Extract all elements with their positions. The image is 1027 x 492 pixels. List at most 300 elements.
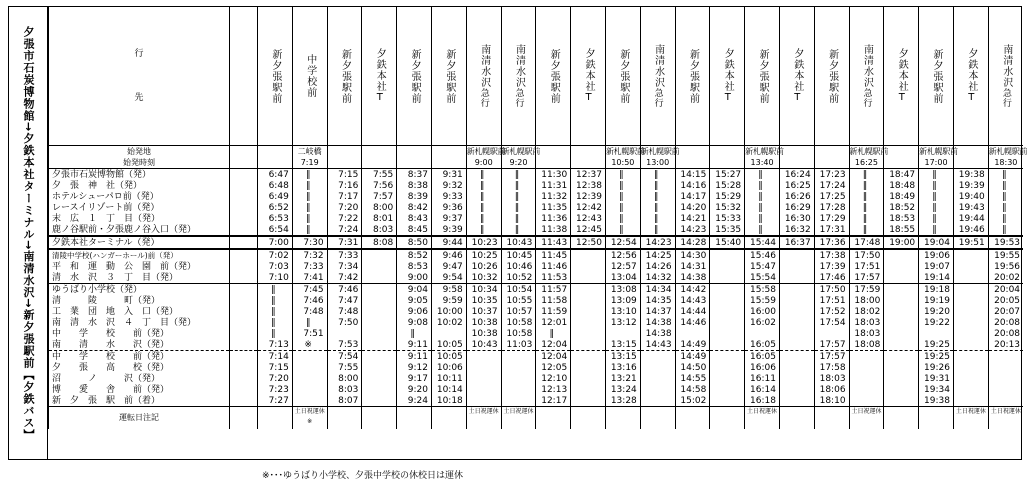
- origin-row: [49, 146, 1024, 158]
- time-cell: 14:28: [675, 236, 710, 249]
- time-cell: [779, 373, 814, 384]
- origin-time-cell: [953, 157, 988, 169]
- time-cell: 11:57: [536, 284, 571, 296]
- destination-label: 夕鉄本社T: [374, 48, 386, 104]
- time-cell: 16:32: [779, 224, 814, 236]
- time-cell: 17:54: [814, 317, 849, 328]
- time-cell: [640, 384, 675, 395]
- time-cell: 18:49: [884, 191, 919, 202]
- time-cell: [571, 339, 606, 351]
- time-cell: 16:37: [779, 236, 814, 249]
- time-cell: 7:16: [327, 180, 362, 191]
- time-cell: 14:38: [640, 328, 675, 339]
- time-cell: 7:32: [292, 249, 327, 261]
- time-cell: 16:14: [745, 384, 780, 395]
- time-cell: 19:06: [919, 249, 954, 261]
- destination-label: 新夕張駅前: [339, 48, 351, 104]
- blank-column: [230, 373, 258, 384]
- time-cell: ‖: [466, 202, 501, 213]
- time-cell: ‖: [605, 202, 640, 213]
- time-cell: 19:56: [988, 261, 1023, 272]
- time-cell: 20:04: [988, 284, 1023, 296]
- time-cell: 14:46: [675, 317, 710, 328]
- time-cell: 18:47: [884, 169, 919, 181]
- time-cell: [884, 261, 919, 272]
- time-cell: 13:15: [605, 339, 640, 351]
- time-cell: 18:08: [849, 339, 884, 351]
- time-cell: 17:51: [814, 295, 849, 306]
- time-cell: ‖: [640, 224, 675, 236]
- time-cell: ‖: [501, 180, 536, 191]
- time-cell: 14:16: [675, 180, 710, 191]
- stop-row: [49, 261, 1024, 272]
- time-cell: 18:03: [849, 328, 884, 339]
- time-cell: [779, 317, 814, 328]
- time-cell: ‖: [605, 224, 640, 236]
- time-cell: [849, 351, 884, 363]
- origin-cell: [362, 146, 397, 158]
- origin-cell: [884, 146, 919, 158]
- column-destination-10: [605, 7, 640, 146]
- destination-label: 夕鉄本社T: [965, 48, 977, 104]
- express-mark: 急行: [861, 88, 872, 108]
- time-cell: 9:37: [431, 213, 466, 224]
- time-cell: 15:33: [710, 213, 745, 224]
- column-destination-2: [327, 7, 362, 146]
- time-cell: 19:14: [919, 272, 954, 284]
- time-cell: 14:43: [640, 339, 675, 351]
- time-cell: 7:00: [258, 236, 293, 249]
- time-cell: 14:21: [675, 213, 710, 224]
- stop-name: 中 学 校 前（発）: [49, 328, 230, 339]
- time-cell: 20:13: [988, 339, 1023, 351]
- blank-column: [230, 295, 258, 306]
- blank-column: [230, 328, 258, 339]
- time-cell: [501, 362, 536, 373]
- note-cell: [884, 407, 919, 430]
- origin-cell: 新札幌駅前: [745, 146, 784, 156]
- time-cell: 10:32: [466, 272, 501, 284]
- time-cell: 7:45: [292, 284, 327, 296]
- time-cell: 14:15: [675, 169, 710, 181]
- time-cell: [640, 373, 675, 384]
- time-cell: 7:13: [258, 339, 293, 351]
- origin-time-cell: [362, 157, 397, 169]
- time-cell: 13:09: [605, 295, 640, 306]
- time-cell: ‖: [292, 317, 327, 328]
- blank-column: [230, 157, 258, 169]
- time-cell: 17:23: [814, 169, 849, 181]
- time-cell: ‖: [849, 169, 884, 181]
- time-cell: [362, 351, 397, 363]
- column-destination-5: [431, 7, 466, 146]
- destination-label: 夕鉄本社T: [583, 48, 595, 104]
- time-cell: 16:05: [745, 351, 780, 363]
- time-cell: 7:54: [327, 351, 362, 363]
- time-cell: 7:33: [292, 261, 327, 272]
- timetable: [8, 6, 1027, 460]
- time-cell: 20:07: [988, 306, 1023, 317]
- time-cell: 18:03: [814, 373, 849, 384]
- time-cell: 7:46: [292, 295, 327, 306]
- time-cell: 7:20: [258, 373, 293, 384]
- time-cell: 7:22: [327, 213, 362, 224]
- stop-row: [49, 328, 1024, 339]
- time-cell: 16:18: [745, 395, 780, 407]
- time-cell: 8:43: [397, 213, 432, 224]
- time-cell: [953, 261, 988, 272]
- time-cell: 14:26: [640, 261, 675, 272]
- time-cell: 20:08: [988, 317, 1023, 328]
- time-cell: ‖: [501, 224, 536, 236]
- time-cell: [779, 306, 814, 317]
- stop-row: [49, 180, 1024, 191]
- origin-label: 始発地: [49, 146, 230, 158]
- blank-column: [230, 339, 258, 351]
- column-destination-16: [814, 7, 849, 146]
- time-cell: [779, 395, 814, 407]
- time-cell: [710, 373, 745, 384]
- time-cell: 7:46: [327, 284, 362, 296]
- column-destination-8: [536, 7, 571, 146]
- destination-label: 夕鉄本社T: [722, 48, 734, 104]
- time-cell: ‖: [292, 169, 327, 181]
- time-cell: 14:32: [640, 272, 675, 284]
- destination-label: 夕鉄本社T: [896, 48, 908, 104]
- blank-column: [230, 395, 258, 407]
- stop-row: [49, 373, 1024, 384]
- time-cell: 9:17: [397, 373, 432, 384]
- time-cell: 7:02: [258, 249, 293, 261]
- time-cell: 19:04: [919, 236, 954, 249]
- time-cell: 19:43: [953, 202, 988, 213]
- time-cell: 11:31: [536, 180, 571, 191]
- time-cell: 15:58: [745, 284, 780, 296]
- time-cell: [571, 261, 606, 272]
- time-cell: 17:52: [814, 306, 849, 317]
- column-destination-12: [675, 7, 710, 146]
- time-cell: 8:45: [397, 224, 432, 236]
- time-cell: [814, 328, 849, 339]
- time-cell: 19:07: [919, 261, 954, 272]
- time-cell: 10:05: [431, 339, 466, 351]
- column-destination-1: [292, 7, 327, 146]
- time-cell: [362, 317, 397, 328]
- column-destination-18: [884, 7, 919, 146]
- time-cell: ‖: [849, 191, 884, 202]
- time-cell: [362, 295, 397, 306]
- time-cell: [779, 261, 814, 272]
- time-cell: ‖: [501, 191, 536, 202]
- blank-column: [230, 169, 258, 181]
- origin-time-row: [49, 157, 1024, 169]
- time-cell: 14:42: [675, 284, 710, 296]
- blank-column: [230, 7, 258, 146]
- time-cell: [362, 395, 397, 407]
- time-cell: 15:46: [745, 249, 780, 261]
- time-cell: 13:28: [605, 395, 640, 407]
- time-cell: [362, 373, 397, 384]
- time-cell: 10:46: [501, 261, 536, 272]
- origin-time-cell: 13:40: [745, 157, 780, 169]
- origin-cell: [571, 146, 606, 158]
- origin-time-cell: 16:25: [849, 157, 884, 169]
- time-cell: 9:46: [431, 249, 466, 261]
- time-cell: ‖: [988, 180, 1023, 191]
- time-cell: 10:26: [466, 261, 501, 272]
- time-cell: [953, 272, 988, 284]
- time-cell: [953, 328, 988, 339]
- stop-row: [49, 272, 1024, 284]
- time-cell: 7:34: [327, 261, 362, 272]
- time-cell: 14:30: [675, 249, 710, 261]
- time-cell: 17:51: [849, 261, 884, 272]
- origin-cell: 新札幌駅前: [501, 146, 541, 156]
- time-cell: 9:11: [397, 339, 432, 351]
- time-cell: 7:03: [258, 261, 293, 272]
- time-cell: ‖: [605, 191, 640, 202]
- time-cell: [466, 384, 501, 395]
- time-cell: ‖: [536, 328, 571, 339]
- origin-cell: [431, 146, 466, 158]
- time-cell: 6:48: [258, 180, 293, 191]
- footnote: ※･･･ゆうばり小学校、夕張中学校の休校日は運休: [262, 471, 464, 481]
- origin-cell: [258, 146, 293, 158]
- origin-time-cell: [397, 157, 432, 169]
- time-cell: 11:32: [536, 191, 571, 202]
- time-cell: [884, 351, 919, 363]
- time-cell: 10:25: [466, 249, 501, 261]
- time-cell: [953, 295, 988, 306]
- time-cell: [710, 249, 745, 261]
- time-cell: ‖: [397, 328, 432, 339]
- time-cell: [571, 295, 606, 306]
- origin-time-cell: [536, 157, 571, 169]
- time-cell: [988, 395, 1023, 407]
- time-cell: ‖: [501, 202, 536, 213]
- time-cell: 7:10: [258, 272, 293, 284]
- time-cell: [919, 328, 954, 339]
- stop-name: 南 清 水 沢 ４ 丁 目（発）: [49, 317, 230, 328]
- time-cell: 20:05: [988, 295, 1023, 306]
- time-cell: 14:38: [675, 272, 710, 284]
- time-cell: 19:25: [919, 351, 954, 363]
- time-cell: [640, 362, 675, 373]
- time-cell: ‖: [849, 213, 884, 224]
- time-cell: ‖: [849, 180, 884, 191]
- origin-cell: 新札幌駅前: [849, 146, 889, 156]
- time-cell: [988, 384, 1023, 395]
- time-cell: 13:24: [605, 384, 640, 395]
- time-cell: 18:03: [849, 317, 884, 328]
- time-cell: 13:04: [605, 272, 640, 284]
- origin-cell: 新札幌駅前: [466, 146, 506, 156]
- time-cell: 14:23: [675, 224, 710, 236]
- note-cell: [675, 407, 710, 430]
- time-cell: [884, 328, 919, 339]
- time-cell: 8:01: [362, 213, 397, 224]
- time-cell: 11:43: [536, 236, 571, 249]
- origin-cell: 二岐橋: [292, 146, 327, 158]
- time-cell: 10:58: [501, 317, 536, 328]
- time-cell: 19:31: [919, 373, 954, 384]
- time-cell: 16:05: [745, 339, 780, 351]
- time-cell: [779, 362, 814, 373]
- time-cell: 19:39: [953, 180, 988, 191]
- time-cell: 14:20: [675, 202, 710, 213]
- time-cell: 12:56: [605, 249, 640, 261]
- time-cell: 10:35: [466, 295, 501, 306]
- blank-column: [230, 407, 258, 430]
- stop-row: [49, 351, 1024, 363]
- note-cell: [710, 407, 745, 430]
- express-mark: 急行: [1000, 88, 1011, 108]
- time-cell: ‖: [292, 180, 327, 191]
- time-cell: 13:15: [605, 351, 640, 363]
- origin-time-cell: [258, 157, 293, 169]
- time-cell: 17:50: [849, 249, 884, 261]
- time-cell: [362, 249, 397, 261]
- stop-name: 中 学 校 前（発）: [49, 351, 230, 363]
- time-cell: 13:21: [605, 373, 640, 384]
- column-destination-20: [953, 7, 988, 146]
- destination-label: 南清水沢: [513, 44, 525, 88]
- stop-name: 清 陵 町（発）: [49, 295, 230, 306]
- stop-name: 末 広 １ 丁 目（発）: [49, 213, 230, 224]
- column-destination-3: [362, 7, 397, 146]
- origin-cell: 新札幌駅前: [640, 146, 680, 156]
- time-cell: 9:04: [397, 284, 432, 296]
- time-cell: [953, 317, 988, 328]
- time-cell: [884, 249, 919, 261]
- time-cell: 16:24: [779, 169, 814, 181]
- time-cell: 8:38: [397, 180, 432, 191]
- time-cell: 9:06: [397, 306, 432, 317]
- time-cell: ‖: [745, 169, 780, 181]
- time-cell: 18:00: [849, 295, 884, 306]
- time-cell: ‖: [258, 295, 293, 306]
- stop-name: 南 清 水 沢（発）: [49, 339, 230, 351]
- stop-row: [49, 306, 1024, 317]
- time-cell: ‖: [919, 169, 954, 181]
- blank-column: [230, 249, 258, 261]
- time-cell: ‖: [849, 224, 884, 236]
- time-cell: 12:39: [571, 191, 606, 202]
- express-mark: 急行: [652, 88, 663, 108]
- time-cell: [953, 351, 988, 363]
- note-cell: 土日祝運休: [466, 407, 501, 430]
- time-cell: 16:29: [779, 202, 814, 213]
- time-cell: 8:42: [397, 202, 432, 213]
- time-cell: 7:55: [327, 362, 362, 373]
- origin-time-cell: 7:19: [292, 157, 327, 169]
- blank-column: [230, 362, 258, 373]
- time-cell: 17:36: [814, 236, 849, 249]
- time-cell: 18:06: [814, 384, 849, 395]
- stop-row: [49, 249, 1024, 261]
- time-cell: 12:01: [536, 317, 571, 328]
- time-cell: 8:00: [362, 202, 397, 213]
- destination-label: 南清水沢: [478, 44, 490, 88]
- time-cell: 14:49: [675, 351, 710, 363]
- time-cell: 18:52: [884, 202, 919, 213]
- time-cell: 15:27: [710, 169, 745, 181]
- time-cell: 11:46: [536, 261, 571, 272]
- time-cell: [779, 272, 814, 284]
- time-cell: 17:57: [814, 339, 849, 351]
- time-cell: ‖: [640, 191, 675, 202]
- destination-label: 南清水沢: [652, 44, 664, 88]
- time-cell: 7:48: [292, 306, 327, 317]
- time-cell: [953, 373, 988, 384]
- time-cell: 19:38: [953, 169, 988, 181]
- origin-time-cell: 18:30: [988, 157, 1023, 169]
- destination-label: 新夕張駅前: [548, 48, 560, 104]
- time-cell: 19:25: [919, 339, 954, 351]
- time-cell: 6:49: [258, 191, 293, 202]
- time-cell: ‖: [745, 191, 780, 202]
- note-cell: [779, 407, 814, 430]
- time-cell: 7:15: [327, 169, 362, 181]
- notes-label: 運転日注記: [49, 407, 230, 430]
- time-cell: [571, 249, 606, 261]
- note-cell: [640, 407, 675, 430]
- blank-column: [230, 236, 258, 249]
- time-cell: 14:17: [675, 191, 710, 202]
- time-cell: 8:37: [397, 169, 432, 181]
- time-cell: 19:55: [988, 249, 1023, 261]
- stop-row: [49, 284, 1024, 296]
- time-cell: 17:58: [814, 362, 849, 373]
- time-cell: 9:24: [397, 395, 432, 407]
- time-cell: 7:23: [258, 384, 293, 395]
- time-cell: 15:54: [745, 272, 780, 284]
- time-cell: ‖: [605, 180, 640, 191]
- time-cell: [710, 295, 745, 306]
- time-cell: ‖: [919, 213, 954, 224]
- note-cell: [814, 407, 849, 430]
- time-cell: 19:44: [953, 213, 988, 224]
- time-cell: 14:50: [675, 362, 710, 373]
- time-cell: [710, 328, 745, 339]
- time-cell: 17:39: [814, 261, 849, 272]
- time-cell: 7:57: [362, 191, 397, 202]
- time-cell: ‖: [466, 191, 501, 202]
- time-cell: 19:20: [919, 306, 954, 317]
- destination-label: 南清水沢: [1000, 44, 1012, 88]
- time-cell: 17:46: [814, 272, 849, 284]
- origin-time-cell: 9:00: [466, 157, 501, 169]
- notes-row: [49, 407, 1024, 430]
- time-cell: 14:37: [640, 306, 675, 317]
- column-destination-13: [710, 7, 745, 146]
- time-cell: [779, 328, 814, 339]
- time-cell: [571, 272, 606, 284]
- time-cell: 8:03: [362, 224, 397, 236]
- origin-cell: [814, 146, 849, 158]
- origin-time-cell: 13:00: [640, 157, 675, 169]
- time-cell: [779, 384, 814, 395]
- time-cell: 11:35: [536, 202, 571, 213]
- time-cell: 9:59: [431, 295, 466, 306]
- time-cell: 14:25: [640, 249, 675, 261]
- time-cell: [605, 328, 640, 339]
- column-destination-6: [466, 7, 501, 146]
- blank-column: [230, 202, 258, 213]
- time-cell: 16:06: [745, 362, 780, 373]
- time-cell: [501, 373, 536, 384]
- time-cell: 14:35: [640, 295, 675, 306]
